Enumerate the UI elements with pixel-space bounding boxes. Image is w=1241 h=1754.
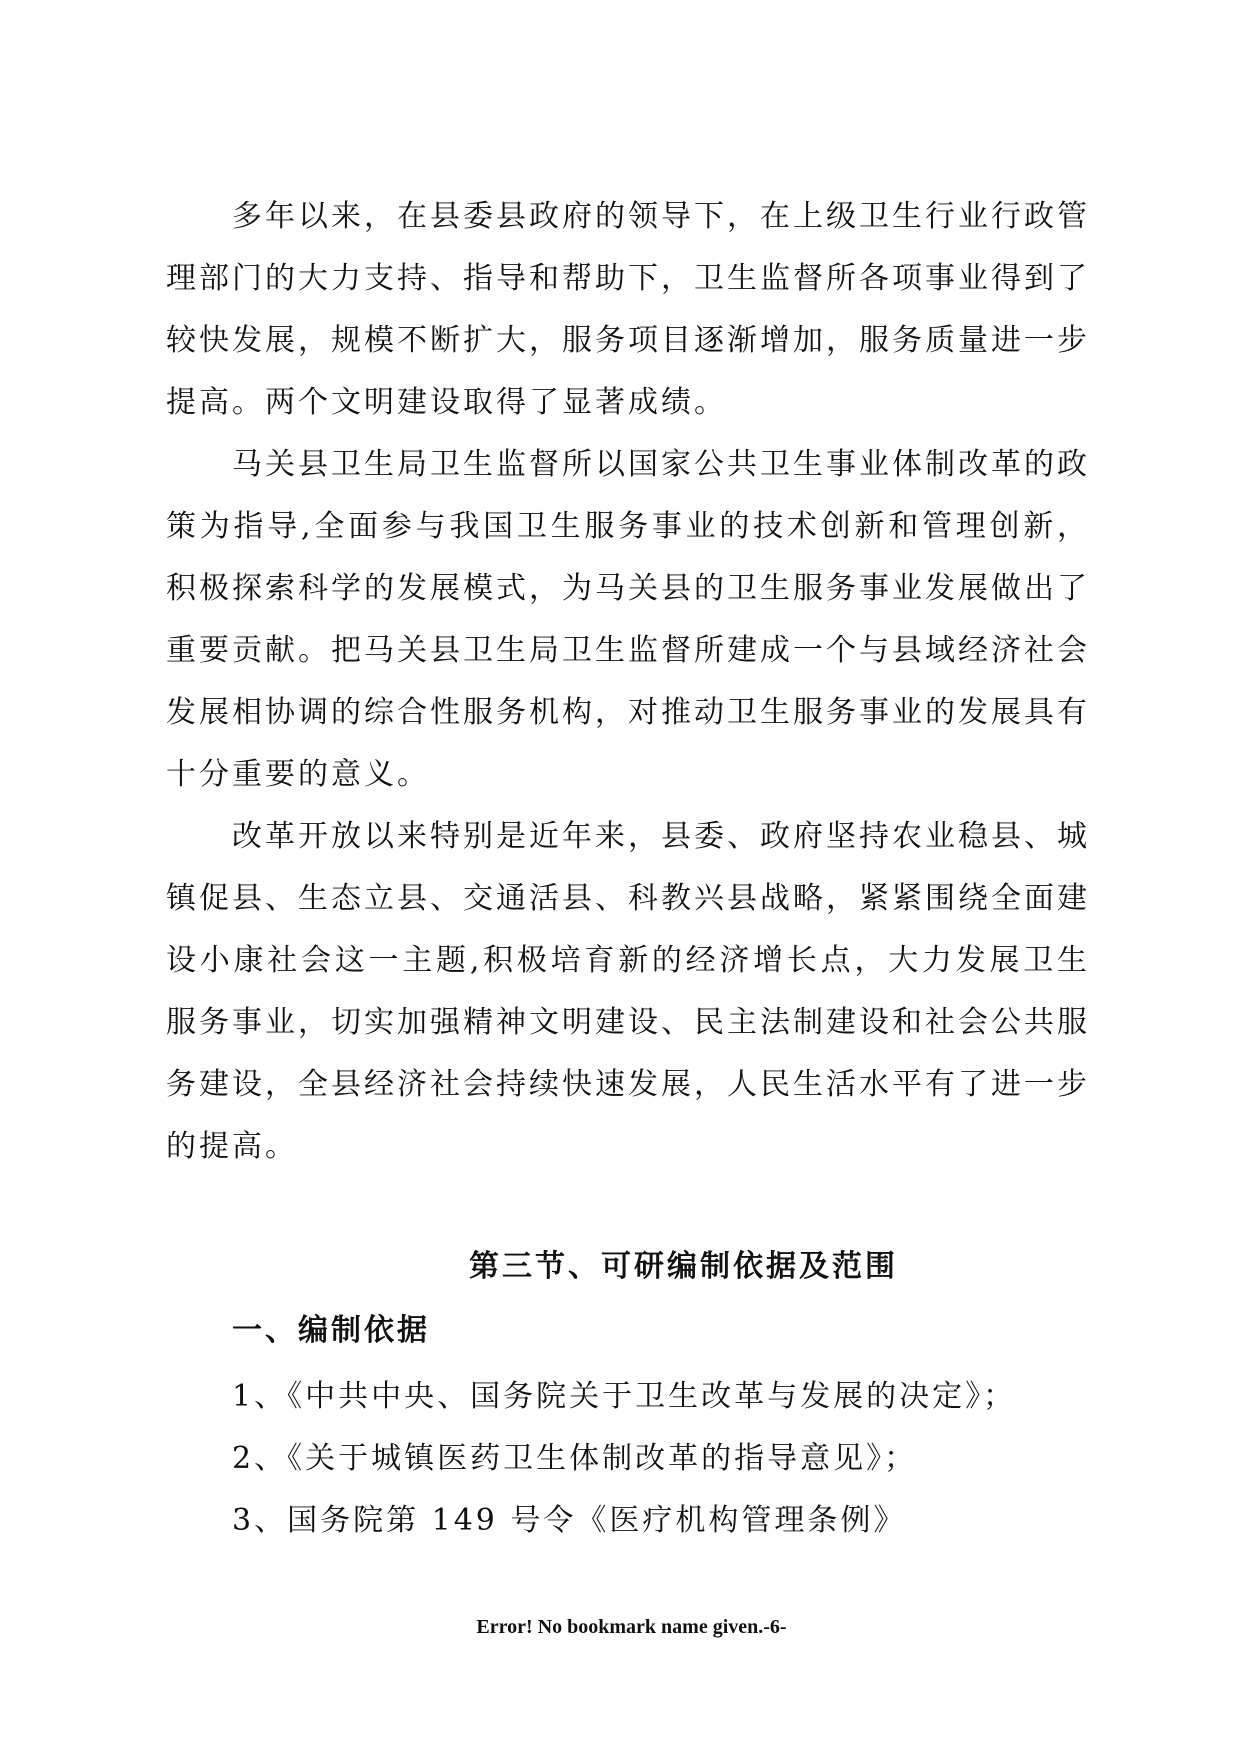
paragraph-1: 多年以来，在县委县政府的领导下，在上级卫生行业行政管理部门的大力支持、指导和帮助下，卫生监督所各项事业得到了较快发展，规模不断扩大，服务项目逐渐增加，服务质量进一步提高。两个文明建设取得了显著成绩。: [166, 199, 1090, 420]
basis-list: [232, 1366, 1016, 1552]
sub-heading: 一、编制依据: [232, 1313, 430, 1348]
paragraph-2: 马关县卫生局卫生监督所以国家公共卫生事业体制改革的政策为指导,全面参与我国卫生服务事业的技术创新和管理创新，积极探索科学的发展模式，为马关县的卫生服务事业发展做出了重要贡献。把马关县卫生局卫生监督所建成一个与县域经济社会发展相协调的综合性服务机构，对推动卫生服务事业的发展具有十分重要的意义。: [166, 447, 1090, 792]
list-item: 1、《中共中央、国务院关于卫生改革与发展的决定》；: [232, 1379, 1017, 1414]
paragraph-3: 改革开放以来特别是近年来，县委、政府坚持农业稳县、城镇促县、生态立县、交通活县、科教兴县战略，紧紧围绕全面建设小康社会这一主题,积极培育新的经济增长点，大力发展卫生服务事业，切实加强精神文明建设、民主法制建设和社会公共服务建设，全县经济社会持续快速发展，人民生活水平有了进一步的提高。: [166, 819, 1090, 1164]
section-title: 第三节、可研编制依据及范围: [469, 1249, 898, 1284]
page-footer: Error! No bookmark name given.-6-: [476, 1616, 787, 1638]
list-item: 3、国务院第 149 号令《医疗机构管理条例》: [232, 1503, 907, 1538]
body-text: [166, 186, 1090, 1178]
list-item: 2、《关于城镇医药卫生体制改革的指导意见》；: [232, 1441, 918, 1476]
